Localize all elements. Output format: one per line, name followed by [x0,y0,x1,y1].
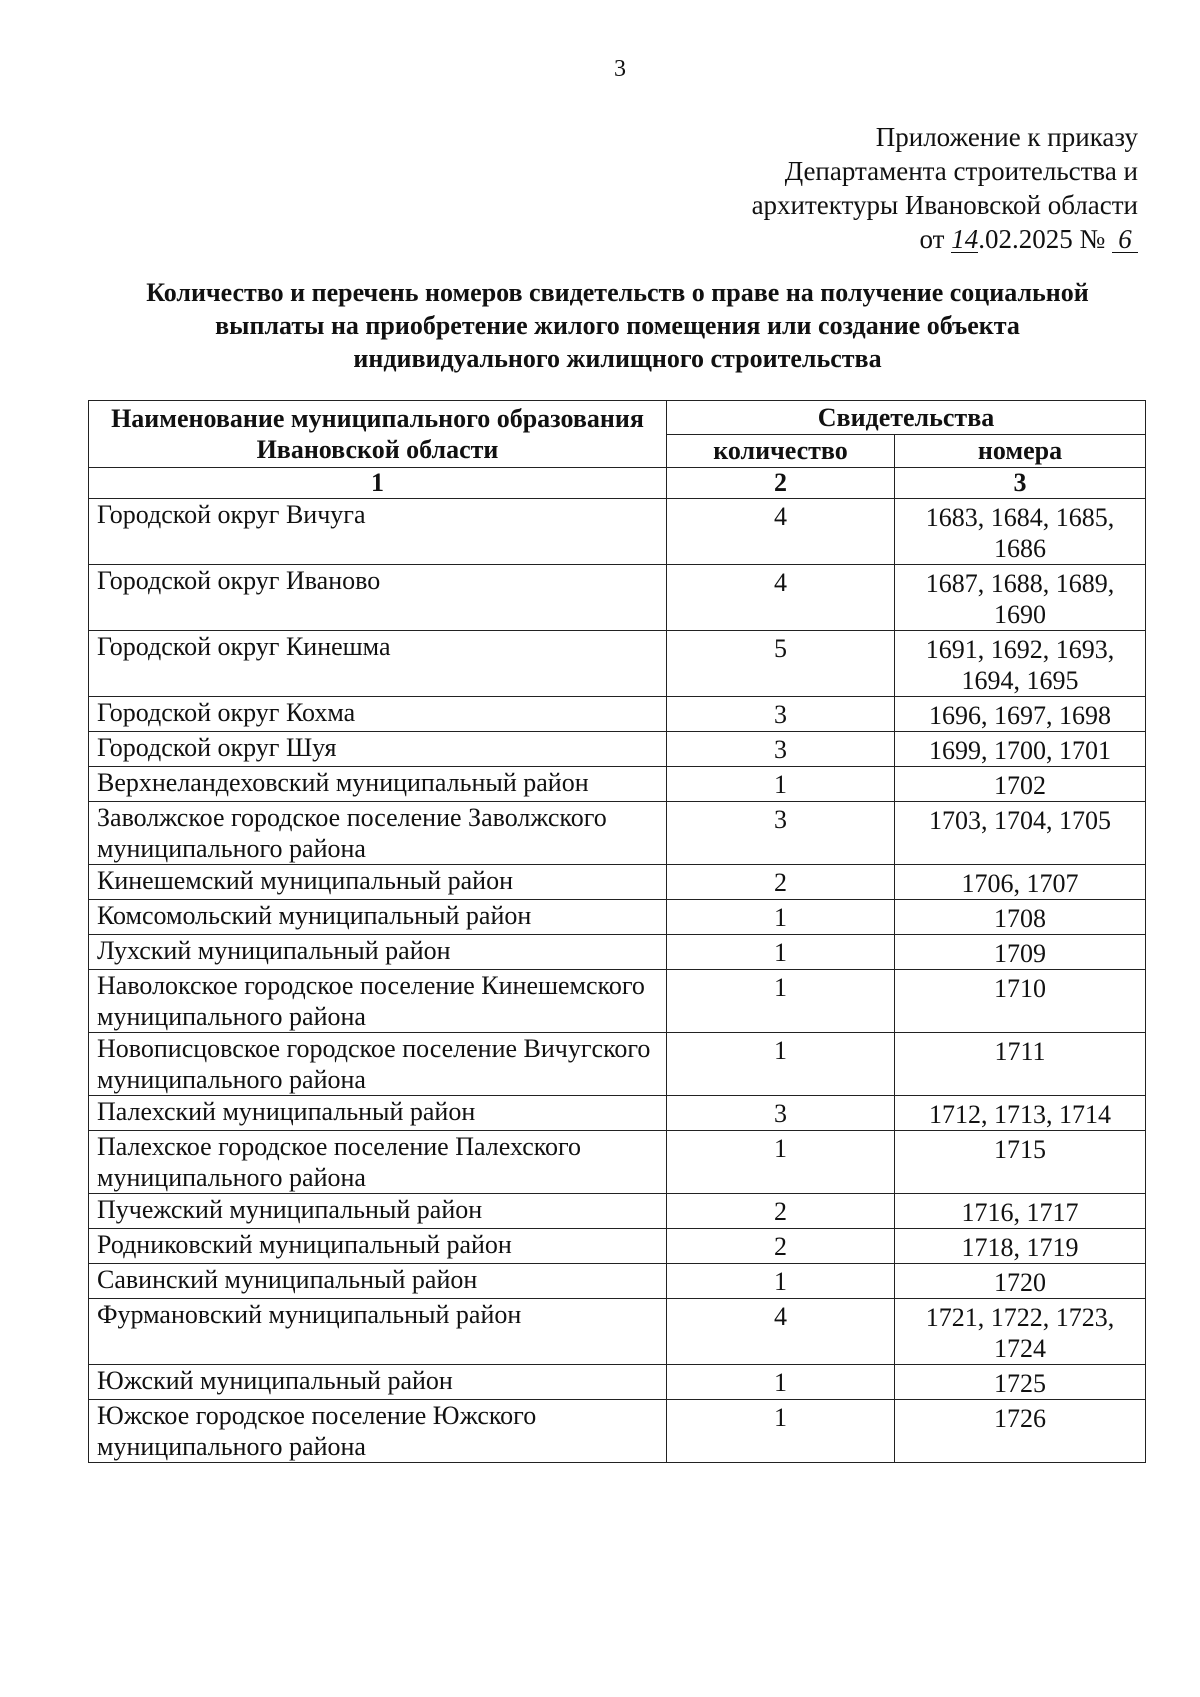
numbers-cell: 1687, 1688, 1689, 1690 [895,565,1146,631]
date-day-handwritten: 14 [951,224,979,254]
numbers-cell: 1683, 1684, 1685, 1686 [895,499,1146,565]
appendix-line-2: Департамента строительства и [784,156,1138,186]
numbers-cell: 1718, 1719 [895,1229,1146,1264]
municipality-cell: Лухский муниципальный район [89,935,667,970]
count-cell: 3 [667,697,895,732]
header-count: количество [667,434,895,468]
count-cell: 3 [667,802,895,865]
numbers-cell: 1709 [895,935,1146,970]
numbers-cell: 1711 [895,1033,1146,1096]
title-line-3: индивидуального жилищного строительства [353,344,882,373]
municipality-cell: Комсомольский муниципальный район [89,900,667,935]
table-row [89,1229,1146,1264]
municipality-cell: Палехский муниципальный район [89,1096,667,1131]
count-cell: 1 [667,1131,895,1194]
column-index: 2 [667,468,895,499]
table-body [89,499,1146,1463]
numbers-cell: 1720 [895,1264,1146,1299]
appendix-date-line [752,222,1138,256]
title-line-2: выплаты на приобретение жилого помещения или создание объекта [215,311,1020,340]
municipality-cell: Городской округ Вичуга [89,499,667,565]
municipality-cell: Городской округ Кохма [89,697,667,732]
numbers-cell: 1702 [895,767,1146,802]
column-index-row [89,468,1146,499]
count-cell: 2 [667,865,895,900]
doc-number-handwritten: 6 [1112,226,1138,253]
municipality-cell: Савинский муниципальный район [89,1264,667,1299]
count-cell: 3 [667,1096,895,1131]
municipality-cell: Городской округ Шуя [89,732,667,767]
municipality-cell: Городской округ Кинешма [89,631,667,697]
numbers-cell: 1706, 1707 [895,865,1146,900]
numbers-cell: 1721, 1722, 1723, 1724 [895,1299,1146,1365]
numbers-cell: 1708 [895,900,1146,935]
numbers-cell: 1725 [895,1365,1146,1400]
municipality-cell: Заволжское городское поселение Заволжского муниципального района [89,802,667,865]
table-row [89,1131,1146,1194]
municipality-cell: Фурмановский муниципальный район [89,1299,667,1365]
column-index: 1 [89,468,667,499]
table-row [89,1264,1146,1299]
municipality-cell: Палехское городское поселение Палехского муниципального района [89,1131,667,1194]
municipality-cell: Южский муниципальный район [89,1365,667,1400]
table-row [89,499,1146,565]
header-municipality: Наименование муниципального образования Ивановской области [89,401,667,468]
header-certificates: Свидетельства [667,401,1146,435]
municipality-cell: Кинешемский муниципальный район [89,865,667,900]
appendix-line-3: архитектуры Ивановской области [751,190,1138,220]
count-cell: 1 [667,1264,895,1299]
numbers-cell: 1703, 1704, 1705 [895,802,1146,865]
table-row [89,631,1146,697]
certificates-table [88,400,1146,1463]
municipality-cell: Родниковский муниципальный район [89,1229,667,1264]
table-row [89,767,1146,802]
count-cell: 4 [667,499,895,565]
numbers-cell: 1696, 1697, 1698 [895,697,1146,732]
table-row [89,1365,1146,1400]
table-row [89,900,1146,935]
table-row [89,1400,1146,1463]
municipality-cell: Пучежский муниципальный район [89,1194,667,1229]
municipality-cell: Верхнеландеховский муниципальный район [89,767,667,802]
table-row [89,1299,1146,1365]
count-cell: 1 [667,900,895,935]
header-numbers: номера [895,434,1146,468]
municipality-cell: Новописцовское городское поселение Вичугского муниципального района [89,1033,667,1096]
count-cell: 4 [667,565,895,631]
count-cell: 3 [667,732,895,767]
appendix-line-1: Приложение к приказу [875,122,1138,152]
numbers-cell: 1716, 1717 [895,1194,1146,1229]
appendix-header [752,120,1138,256]
table-row [89,565,1146,631]
table-row [89,970,1146,1033]
table-row [89,1096,1146,1131]
count-cell: 5 [667,631,895,697]
table-row [89,865,1146,900]
municipality-cell: Городской округ Иваново [89,565,667,631]
count-cell: 2 [667,1194,895,1229]
numbers-cell: 1699, 1700, 1701 [895,732,1146,767]
count-cell: 4 [667,1299,895,1365]
count-cell: 1 [667,970,895,1033]
column-index: 3 [895,468,1146,499]
numbers-cell: 1726 [895,1400,1146,1463]
count-cell: 1 [667,1365,895,1400]
table-row [89,697,1146,732]
table-row [89,1194,1146,1229]
numbers-cell: 1712, 1713, 1714 [895,1096,1146,1131]
count-cell: 1 [667,767,895,802]
date-rest: .02.2025 № [978,224,1106,254]
table-row [89,1033,1146,1096]
numbers-cell: 1710 [895,970,1146,1033]
table-row [89,802,1146,865]
municipality-cell: Наволокское городское поселение Кинешемского муниципального района [89,970,667,1033]
page-number: 3 [614,56,626,82]
title-line-1: Количество и перечень номеров свидетельств о праве на получение социальной [146,278,1089,307]
numbers-cell: 1715 [895,1131,1146,1194]
count-cell: 1 [667,1033,895,1096]
count-cell: 2 [667,1229,895,1264]
count-cell: 1 [667,935,895,970]
municipality-cell: Южское городское поселение Южского муниципального района [89,1400,667,1463]
table-row [89,732,1146,767]
document-title [95,276,1140,375]
table-row [89,935,1146,970]
date-prefix: от [919,224,945,254]
numbers-cell: 1691, 1692, 1693, 1694, 1695 [895,631,1146,697]
count-cell: 1 [667,1400,895,1463]
